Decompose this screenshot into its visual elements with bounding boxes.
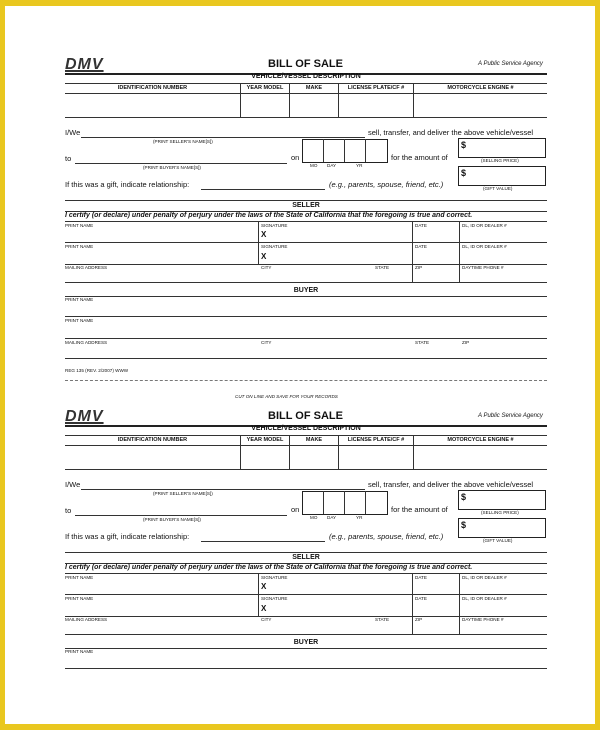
buyer-print-name-1: PRINT NAME (65, 649, 94, 654)
to-label: to (65, 506, 72, 515)
gift-label: If this was a gift, indicate relationship: (65, 532, 190, 541)
cut-line-text: CUT ON LINE AND SAVE FOR YOUR RECORDS (235, 394, 338, 399)
seller-dl-2: DL, ID OR DEALER # (462, 244, 507, 249)
gift-example: (e.g., parents, spouse, friend, etc.) (329, 180, 444, 189)
seller-name-caption: (PRINT SELLER'S NAME[S]) (153, 491, 213, 496)
buyer-name-caption: (PRINT BUYER'S NAME[S]) (143, 517, 201, 522)
gift-value-caption: (GIFT VALUE) (483, 186, 513, 191)
seller-zip: ZIP (415, 617, 423, 622)
dmv-logo: DMV (65, 56, 104, 73)
seller-city: CITY (261, 265, 272, 270)
buyer-name-line[interactable] (75, 515, 287, 516)
bill-of-sale-copy-1 (5, 6, 595, 346)
gift-value-box[interactable] (458, 166, 546, 186)
form-title: BILL OF SALE (268, 58, 343, 70)
buyer-state: STATE (415, 340, 430, 345)
gift-example: (e.g., parents, spouse, friend, etc.) (329, 532, 444, 541)
seller-signature-x-2: X (261, 604, 267, 613)
seller-signature-label-1: SIGNATURE (261, 575, 288, 580)
seller-daytime-phone: DAYTIME PHONE # (462, 265, 504, 270)
column-identification-number: IDENTIFICATION NUMBER (117, 85, 188, 91)
seller-zip: ZIP (415, 265, 423, 270)
seller-heading: SELLER (292, 554, 320, 561)
form-title: BILL OF SALE (268, 410, 343, 422)
iwe-label: I/We (65, 480, 81, 489)
sale-date-box[interactable] (302, 139, 388, 163)
seller-mailing-address: MAILING ADDRESS (65, 265, 108, 270)
vehicle-section-heading: VEHICLE/VESSEL DESCRIPTION (251, 425, 361, 432)
seller-heading: SELLER (292, 202, 320, 209)
column-make: MAKE (305, 85, 323, 91)
seller-signature-label-2: SIGNATURE (261, 596, 288, 601)
date-month-label: MO (310, 163, 318, 168)
seller-signature-x-1: X (261, 582, 267, 591)
seller-dl-1: DL, ID OR DEALER # (462, 223, 507, 228)
column-identification-number: IDENTIFICATION NUMBER (117, 437, 188, 443)
to-label: to (65, 154, 72, 163)
date-year-label: YR (356, 515, 363, 520)
seller-certify-text: I certify (or declare) under penalty of perjury under the laws of the State of California that the foregoing is true and correct. (65, 564, 473, 571)
on-label: on (291, 505, 300, 514)
on-label: on (291, 153, 300, 162)
buyer-city: CITY (261, 340, 272, 345)
column-motorcycle-engine: MOTORCYCLE ENGINE # (447, 85, 514, 91)
date-day-label: DAY (327, 515, 337, 520)
dmv-logo: DMV (65, 408, 104, 425)
selling-price-box[interactable] (458, 138, 546, 158)
sale-date-box[interactable] (302, 491, 388, 515)
seller-mailing-address: MAILING ADDRESS (65, 617, 108, 622)
seller-name-line[interactable] (81, 137, 365, 138)
seller-signature-x-2: X (261, 252, 267, 261)
gift-value-caption: (GIFT VALUE) (483, 538, 513, 543)
buyer-mailing-address: MAILING ADDRESS (65, 340, 108, 345)
seller-state: STATE (375, 265, 390, 270)
sell-transfer-text: sell, transfer, and deliver the above vehicle/vessel (368, 480, 534, 489)
seller-print-name-1: PRINT NAME (65, 223, 94, 228)
gift-label: If this was a gift, indicate relationship: (65, 180, 190, 189)
selling-price-caption: (SELLING PRICE) (481, 510, 519, 515)
seller-date-2: DATE (415, 244, 427, 249)
agency-text: A Public Service Agency (478, 61, 543, 67)
gift-value-box[interactable] (458, 518, 546, 538)
seller-print-name-2: PRINT NAME (65, 596, 94, 601)
gift-relationship-line[interactable] (201, 189, 325, 190)
buyer-zip: ZIP (462, 340, 470, 345)
seller-signature-label-2: SIGNATURE (261, 244, 288, 249)
selling-price-box[interactable] (458, 490, 546, 510)
buyer-name-caption: (PRINT BUYER'S NAME[S]) (143, 165, 201, 170)
seller-certify-text: I certify (or declare) under penalty of perjury under the laws of the State of California that the foregoing is true and correct. (65, 212, 473, 219)
date-month-label: MO (310, 515, 318, 520)
seller-date-2: DATE (415, 596, 427, 601)
amount-text: for the amount of (391, 153, 448, 162)
date-day-label: DAY (327, 163, 337, 168)
sell-transfer-text: sell, transfer, and deliver the above vehicle/vessel (368, 128, 534, 137)
column-license-plate: LICENSE PLATE/CF # (347, 85, 405, 91)
seller-signature-label-1: SIGNATURE (261, 223, 288, 228)
seller-daytime-phone: DAYTIME PHONE # (462, 617, 504, 622)
buyer-heading: BUYER (293, 639, 319, 646)
selling-price-caption: (SELLING PRICE) (481, 158, 519, 163)
gift-value-dollar: $ (461, 168, 467, 178)
seller-name-caption: (PRINT SELLER'S NAME[S]) (153, 139, 213, 144)
column-license-plate: LICENSE PLATE/CF # (347, 437, 405, 443)
seller-date-1: DATE (415, 223, 427, 228)
buyer-heading: BUYER (293, 287, 319, 294)
gift-value-dollar: $ (461, 520, 467, 530)
vehicle-section-heading: VEHICLE/VESSEL DESCRIPTION (251, 73, 361, 80)
selling-price-dollar: $ (461, 492, 467, 502)
bill-of-sale-sheet (5, 6, 595, 724)
form-footer: REG 135 (REV. 2/2007) WWW (65, 368, 129, 373)
seller-print-name-2: PRINT NAME (65, 244, 94, 249)
buyer-print-name-1: PRINT NAME (65, 297, 94, 302)
iwe-label: I/We (65, 128, 81, 137)
date-year-label: YR (356, 163, 363, 168)
buyer-print-name-2: PRINT NAME (65, 318, 94, 323)
selling-price-dollar: $ (461, 140, 467, 150)
agency-text: A Public Service Agency (478, 413, 543, 419)
seller-city: CITY (261, 617, 272, 622)
seller-name-line[interactable] (81, 489, 365, 490)
gift-relationship-line[interactable] (201, 541, 325, 542)
seller-date-1: DATE (415, 575, 427, 580)
seller-dl-1: DL, ID OR DEALER # (462, 575, 507, 580)
amount-text: for the amount of (391, 505, 448, 514)
seller-print-name-1: PRINT NAME (65, 575, 94, 580)
buyer-name-line[interactable] (75, 163, 287, 164)
column-make: MAKE (305, 437, 323, 443)
seller-dl-2: DL, ID OR DEALER # (462, 596, 507, 601)
column-motorcycle-engine: MOTORCYCLE ENGINE # (447, 437, 514, 443)
seller-signature-x-1: X (261, 230, 267, 239)
column-year-model: YEAR MODEL (246, 437, 284, 443)
column-year-model: YEAR MODEL (246, 85, 284, 91)
bill-of-sale-copy-2 (5, 358, 595, 698)
seller-state: STATE (375, 617, 390, 622)
